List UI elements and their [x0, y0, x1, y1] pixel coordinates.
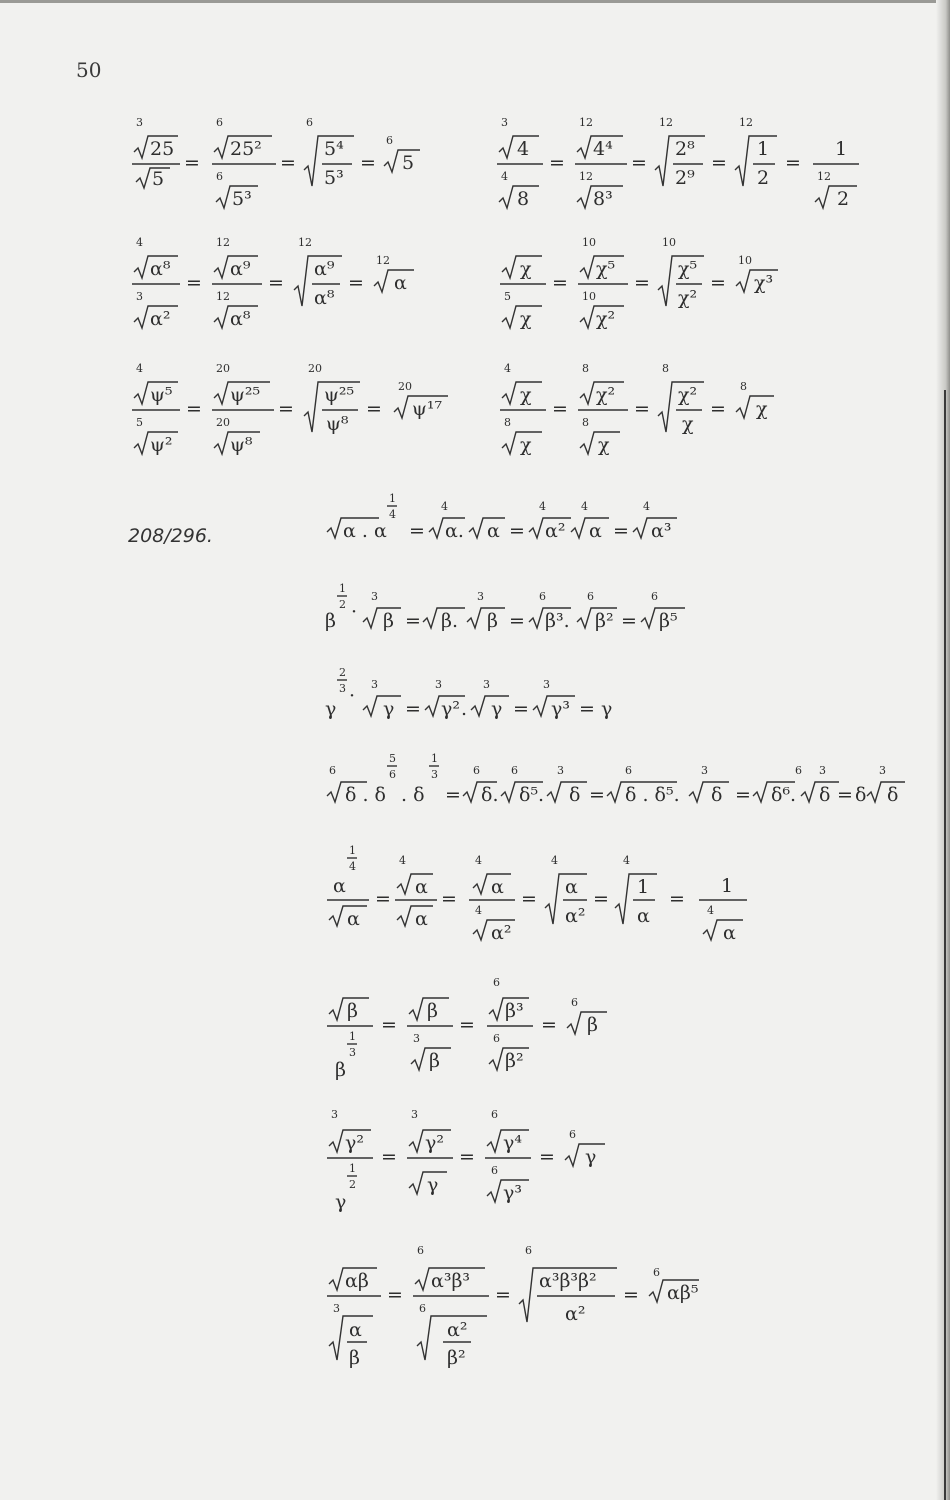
- svg-text:4: 4: [539, 500, 546, 513]
- svg-text:=: =: [360, 152, 376, 174]
- svg-text:8: 8: [504, 416, 511, 429]
- svg-text:1: 1: [349, 1162, 356, 1175]
- svg-text:6: 6: [491, 1164, 498, 1177]
- svg-text:12: 12: [659, 116, 673, 129]
- svg-text:3: 3: [435, 678, 442, 691]
- svg-text:χ: χ: [756, 398, 768, 420]
- svg-text:=: =: [348, 272, 364, 294]
- svg-text:4: 4: [389, 508, 396, 521]
- svg-text:5³: 5³: [232, 188, 252, 210]
- svg-text:γ⁴: γ⁴: [503, 1132, 522, 1154]
- svg-text:=: =: [589, 784, 605, 806]
- svg-text:6: 6: [491, 1108, 498, 1121]
- svg-text:=: =: [613, 520, 629, 542]
- svg-text:8: 8: [662, 362, 669, 375]
- svg-text:3: 3: [136, 290, 143, 303]
- svg-text:=: =: [623, 1284, 639, 1306]
- svg-text:χ: χ: [520, 308, 532, 330]
- svg-text:2: 2: [837, 188, 850, 210]
- svg-text:=: =: [634, 398, 650, 420]
- svg-text:3: 3: [483, 678, 490, 691]
- svg-text:β³.: β³.: [545, 610, 570, 632]
- equation-row2-left: [130, 232, 450, 342]
- svg-text:3: 3: [819, 764, 826, 777]
- svg-text:β: β: [325, 610, 336, 632]
- equation-row1-right: [495, 112, 875, 222]
- equation-208-line2: [325, 578, 745, 648]
- svg-text:4: 4: [475, 854, 482, 867]
- svg-text:8: 8: [582, 416, 589, 429]
- svg-text:3: 3: [331, 1108, 338, 1121]
- svg-text:β³: β³: [505, 1000, 524, 1022]
- svg-text:=: =: [381, 1014, 397, 1036]
- svg-text:20: 20: [216, 362, 230, 375]
- svg-text:·: ·: [349, 685, 356, 707]
- svg-text:β: β: [335, 1059, 346, 1081]
- svg-text:γ²: γ²: [425, 1132, 444, 1154]
- svg-text:=: =: [710, 272, 726, 294]
- svg-text:2⁸: 2⁸: [675, 138, 695, 160]
- equation-208-line8: [325, 1240, 745, 1380]
- svg-text:β²: β²: [505, 1050, 524, 1072]
- svg-text:=: =: [669, 888, 685, 910]
- svg-text:ψ¹⁷: ψ¹⁷: [412, 398, 443, 420]
- svg-text:χ: χ: [520, 384, 532, 406]
- svg-text:20: 20: [398, 380, 412, 393]
- svg-text:β⁵: β⁵: [659, 610, 678, 632]
- svg-text:α: α: [637, 905, 650, 927]
- svg-text:2: 2: [339, 666, 346, 679]
- svg-text:12: 12: [817, 170, 831, 183]
- svg-text:=: =: [735, 784, 751, 806]
- svg-text:6: 6: [569, 1128, 576, 1141]
- svg-text:δ: δ: [887, 784, 899, 806]
- svg-text:=: =: [710, 398, 726, 420]
- svg-text:12: 12: [579, 116, 593, 129]
- svg-text:6: 6: [473, 764, 480, 777]
- svg-text:3: 3: [349, 1046, 356, 1059]
- equation-row3-left: [130, 358, 470, 468]
- svg-text:α: α: [491, 876, 504, 898]
- svg-text:γ³: γ³: [503, 1182, 522, 1204]
- svg-text:1: 1: [431, 752, 438, 765]
- svg-text:δ: δ: [819, 784, 831, 806]
- svg-text:δ: δ: [711, 784, 723, 806]
- svg-text:=: =: [459, 1146, 475, 1168]
- svg-text:4: 4: [623, 854, 630, 867]
- svg-text:=: =: [186, 398, 202, 420]
- svg-text:χ⁵: χ⁵: [596, 258, 616, 280]
- svg-text:αβ: αβ: [345, 1270, 369, 1292]
- equation-row3-right: [498, 358, 798, 468]
- svg-text:δ . δ: δ . δ: [345, 784, 386, 806]
- page-top-edge: [0, 0, 950, 3]
- equation-208-line5: [325, 838, 785, 958]
- svg-text:χ²: χ²: [596, 308, 616, 330]
- svg-text:δ.: δ.: [481, 784, 499, 806]
- svg-text:α³β³β²: α³β³β²: [539, 1270, 597, 1292]
- svg-text:γ³: γ³: [551, 698, 570, 720]
- svg-text:20: 20: [308, 362, 322, 375]
- svg-text:6: 6: [493, 1032, 500, 1045]
- svg-text:10: 10: [582, 236, 596, 249]
- svg-text:12: 12: [216, 290, 230, 303]
- svg-text:2: 2: [757, 167, 770, 189]
- svg-text:γ: γ: [335, 1191, 347, 1213]
- svg-text:6: 6: [389, 768, 396, 781]
- svg-text:α: α: [333, 875, 346, 897]
- svg-text:δ⁶.: δ⁶.: [771, 784, 797, 806]
- svg-text:6: 6: [653, 1266, 660, 1279]
- svg-text:4: 4: [501, 170, 508, 183]
- svg-text:·: ·: [351, 601, 358, 623]
- svg-text:5³: 5³: [324, 167, 344, 189]
- svg-text:1: 1: [349, 844, 356, 857]
- svg-text:=: =: [541, 1014, 557, 1036]
- svg-text:α²: α²: [565, 905, 586, 927]
- svg-text:6: 6: [216, 170, 223, 183]
- svg-text:α³: α³: [651, 520, 672, 542]
- svg-text:=: =: [837, 784, 853, 806]
- svg-text:=: =: [621, 610, 637, 632]
- equation-208-line7: [325, 1104, 645, 1224]
- svg-text:=: =: [631, 152, 647, 174]
- svg-text:6: 6: [511, 764, 518, 777]
- svg-text:α⁸: α⁸: [150, 258, 171, 280]
- svg-text:=: =: [268, 272, 284, 294]
- svg-text:1: 1: [637, 876, 650, 898]
- svg-text:χ: χ: [520, 258, 532, 280]
- svg-text:25²: 25²: [230, 138, 262, 160]
- svg-text:=: =: [409, 520, 425, 542]
- svg-text:β: β: [427, 1000, 438, 1022]
- svg-text:α: α: [415, 876, 428, 898]
- svg-text:10: 10: [662, 236, 676, 249]
- page-binding-line: [944, 390, 946, 1500]
- svg-text:4: 4: [399, 854, 406, 867]
- svg-text:3: 3: [557, 764, 564, 777]
- svg-text:=: =: [445, 784, 461, 806]
- svg-text:α: α: [723, 922, 736, 944]
- svg-text:δ: δ: [855, 784, 867, 806]
- svg-text:=: =: [509, 610, 525, 632]
- equation-row1-left: [130, 112, 450, 222]
- svg-text:3: 3: [501, 116, 508, 129]
- svg-text:3: 3: [136, 116, 143, 129]
- svg-text:8³: 8³: [593, 188, 613, 210]
- svg-text:γ: γ: [601, 698, 613, 720]
- svg-text:1: 1: [349, 1030, 356, 1043]
- svg-text:α: α: [347, 908, 360, 930]
- svg-text:χ: χ: [682, 413, 694, 435]
- svg-text:5: 5: [136, 416, 143, 429]
- svg-text:.: .: [461, 698, 468, 720]
- svg-text:β.: β.: [441, 610, 459, 632]
- svg-text:6: 6: [216, 116, 223, 129]
- svg-text:ψ²: ψ²: [150, 434, 173, 456]
- svg-text:β²: β²: [447, 1347, 466, 1369]
- svg-text:6: 6: [417, 1244, 424, 1257]
- svg-text:10: 10: [582, 290, 596, 303]
- svg-text:=: =: [495, 1284, 511, 1306]
- svg-text:3: 3: [339, 682, 346, 695]
- svg-text:ψ²⁵: ψ²⁵: [324, 384, 355, 406]
- svg-text:β: β: [347, 1000, 358, 1022]
- svg-text:α⁸: α⁸: [230, 308, 251, 330]
- svg-text:=: =: [405, 610, 421, 632]
- svg-text:4: 4: [517, 138, 530, 160]
- svg-text:α: α: [565, 876, 578, 898]
- svg-text:2⁹: 2⁹: [675, 167, 695, 189]
- svg-text:α²: α²: [545, 520, 566, 542]
- svg-text:=: =: [634, 272, 650, 294]
- svg-text:25: 25: [150, 138, 175, 160]
- svg-text:=: =: [549, 152, 565, 174]
- svg-text:=: =: [280, 152, 296, 174]
- svg-text:6: 6: [571, 996, 578, 1009]
- svg-text:=: =: [366, 398, 382, 420]
- svg-text:=: =: [711, 152, 727, 174]
- page-binding-shadow: [936, 0, 950, 1500]
- svg-text:χ³: χ³: [754, 272, 774, 294]
- svg-text:1: 1: [757, 138, 770, 160]
- svg-text:3: 3: [477, 590, 484, 603]
- svg-text:α: α: [589, 520, 602, 542]
- svg-text:3: 3: [333, 1302, 340, 1315]
- svg-text:3: 3: [431, 768, 438, 781]
- svg-text:β: β: [429, 1050, 440, 1072]
- svg-text:1: 1: [721, 875, 734, 897]
- svg-text:α: α: [394, 272, 407, 294]
- svg-text:χ²: χ²: [596, 384, 616, 406]
- svg-text:3: 3: [543, 678, 550, 691]
- svg-text:8: 8: [517, 188, 530, 210]
- svg-text:α⁸: α⁸: [314, 287, 335, 309]
- svg-text:=: =: [405, 698, 421, 720]
- equation-208-line3: [325, 662, 685, 732]
- svg-text:γ²: γ²: [345, 1132, 364, 1154]
- svg-text:6: 6: [493, 976, 500, 989]
- svg-text:3: 3: [879, 764, 886, 777]
- svg-text:12: 12: [298, 236, 312, 249]
- svg-text:γ: γ: [427, 1174, 439, 1196]
- svg-text:α³β³: α³β³: [431, 1270, 471, 1292]
- svg-text:=: =: [539, 1146, 555, 1168]
- svg-text:ψ²⁵: ψ²⁵: [230, 384, 261, 406]
- svg-text:=: =: [521, 888, 537, 910]
- equation-208-line6: [325, 972, 645, 1092]
- svg-text:δ⁵.: δ⁵.: [519, 784, 545, 806]
- svg-text:12: 12: [376, 254, 390, 267]
- svg-text:α.: α.: [445, 520, 464, 542]
- svg-text:β²: β²: [595, 610, 614, 632]
- svg-text:γ: γ: [491, 698, 503, 720]
- svg-text:4: 4: [475, 904, 482, 917]
- svg-text:=: =: [387, 1284, 403, 1306]
- svg-text:1: 1: [339, 582, 346, 595]
- svg-text:4: 4: [643, 500, 650, 513]
- svg-text:3: 3: [411, 1108, 418, 1121]
- svg-text:12: 12: [579, 170, 593, 183]
- svg-text:4: 4: [707, 904, 714, 917]
- svg-text:=: =: [785, 152, 801, 174]
- svg-text:γ: γ: [585, 1146, 597, 1168]
- svg-text:8: 8: [582, 362, 589, 375]
- equation-208-line1: [325, 488, 745, 558]
- svg-text:γ: γ: [325, 698, 337, 720]
- svg-text:4: 4: [349, 860, 356, 873]
- svg-text:. δ: . δ: [401, 784, 425, 806]
- svg-text:=: =: [513, 698, 529, 720]
- svg-text:5: 5: [402, 152, 415, 174]
- svg-text:6: 6: [419, 1302, 426, 1315]
- svg-text:12: 12: [216, 236, 230, 249]
- svg-text:4: 4: [504, 362, 511, 375]
- svg-text:2: 2: [349, 1178, 356, 1191]
- svg-text:10: 10: [738, 254, 752, 267]
- svg-text:6: 6: [795, 764, 802, 777]
- svg-text:=: =: [459, 1014, 475, 1036]
- svg-text:α . α: α . α: [343, 520, 387, 542]
- svg-text:5: 5: [389, 752, 396, 765]
- svg-text:=: =: [509, 520, 525, 542]
- svg-text:ψ⁵: ψ⁵: [150, 384, 173, 406]
- svg-text:ψ⁸: ψ⁸: [326, 413, 349, 435]
- svg-text:3: 3: [413, 1032, 420, 1045]
- svg-text:χ: χ: [520, 434, 532, 456]
- svg-text:5: 5: [504, 290, 511, 303]
- svg-text:χ⁵: χ⁵: [678, 258, 698, 280]
- svg-text:β: β: [487, 610, 498, 632]
- svg-text:α⁹: α⁹: [230, 258, 251, 280]
- svg-text:3: 3: [371, 678, 378, 691]
- svg-text:1: 1: [835, 138, 848, 160]
- svg-text:1: 1: [389, 492, 396, 505]
- svg-text:6: 6: [525, 1244, 532, 1257]
- svg-text:8: 8: [740, 380, 747, 393]
- svg-text:3: 3: [701, 764, 708, 777]
- svg-text:3: 3: [371, 590, 378, 603]
- svg-text:γ: γ: [383, 698, 395, 720]
- svg-text:ψ⁸: ψ⁸: [230, 434, 253, 456]
- svg-text:=: =: [593, 888, 609, 910]
- svg-text:α²: α²: [447, 1319, 468, 1341]
- svg-text:β: β: [587, 1014, 598, 1036]
- svg-text:4: 4: [136, 236, 143, 249]
- svg-text:α: α: [415, 908, 428, 930]
- equation-208-line4: [325, 748, 925, 818]
- svg-text:=: =: [186, 272, 202, 294]
- svg-text:β: β: [383, 610, 394, 632]
- svg-text:4⁴: 4⁴: [593, 138, 613, 160]
- svg-text:α²: α²: [150, 308, 171, 330]
- svg-text:6: 6: [625, 764, 632, 777]
- svg-text:12: 12: [739, 116, 753, 129]
- svg-text:=: =: [441, 888, 457, 910]
- svg-text:6: 6: [329, 764, 336, 777]
- page-number: 50: [76, 58, 102, 82]
- svg-text:χ: χ: [598, 434, 610, 456]
- svg-text:α²: α²: [491, 922, 512, 944]
- svg-text:=: =: [579, 698, 595, 720]
- svg-text:=: =: [184, 152, 200, 174]
- svg-text:δ: δ: [569, 784, 581, 806]
- svg-text:6: 6: [386, 134, 393, 147]
- svg-text:4: 4: [551, 854, 558, 867]
- svg-text:6: 6: [651, 590, 658, 603]
- svg-text:β: β: [349, 1347, 360, 1369]
- svg-text:6: 6: [539, 590, 546, 603]
- svg-text:5⁴: 5⁴: [324, 138, 344, 160]
- svg-text:4: 4: [441, 500, 448, 513]
- svg-text:α²: α²: [565, 1303, 586, 1325]
- svg-text:=: =: [278, 398, 294, 420]
- svg-text:=: =: [552, 272, 568, 294]
- svg-text:α⁹: α⁹: [314, 258, 335, 280]
- svg-text:=: =: [375, 888, 391, 910]
- svg-text:δ . δ⁵.: δ . δ⁵.: [625, 784, 680, 806]
- svg-text:6: 6: [306, 116, 313, 129]
- svg-text:=: =: [381, 1146, 397, 1168]
- svg-text:6: 6: [587, 590, 594, 603]
- svg-text:5: 5: [152, 168, 165, 190]
- svg-text:αβ⁵: αβ⁵: [667, 1282, 699, 1304]
- svg-text:20: 20: [216, 416, 230, 429]
- svg-text:2: 2: [339, 598, 346, 611]
- svg-text:χ²: χ²: [678, 384, 698, 406]
- svg-text:α: α: [349, 1319, 362, 1341]
- svg-text:4: 4: [136, 362, 143, 375]
- svg-text:4: 4: [581, 500, 588, 513]
- svg-text:χ²: χ²: [678, 287, 698, 309]
- equation-row2-right: [498, 232, 818, 342]
- svg-text:=: =: [552, 398, 568, 420]
- svg-text:γ²: γ²: [441, 698, 460, 720]
- problem-label: 208/296.: [128, 525, 213, 547]
- svg-text:α: α: [487, 520, 500, 542]
